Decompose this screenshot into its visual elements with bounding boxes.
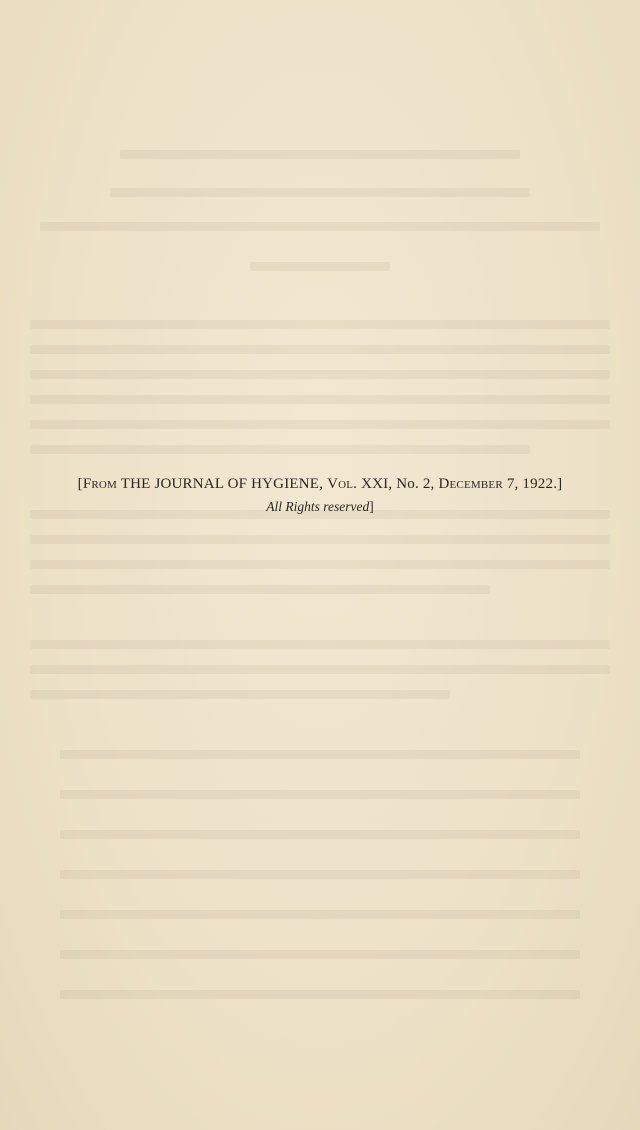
rights-text: All Rights reserved	[266, 499, 370, 514]
issue-month: December	[438, 476, 503, 492]
volume-number: XXI, No. 2,	[361, 476, 435, 492]
rights-notice	[40, 499, 600, 515]
rights-close-bracket: ]	[369, 499, 374, 514]
journal-name: THE JOURNAL OF HYGIENE,	[120, 476, 324, 492]
close-bracket: ]	[557, 476, 563, 492]
imprint-from: From	[82, 476, 118, 492]
issue-date: 7, 1922.	[506, 476, 558, 492]
open-bracket: [	[77, 476, 83, 492]
journal-imprint-line	[40, 476, 600, 493]
volume-label: Vol.	[327, 476, 358, 492]
